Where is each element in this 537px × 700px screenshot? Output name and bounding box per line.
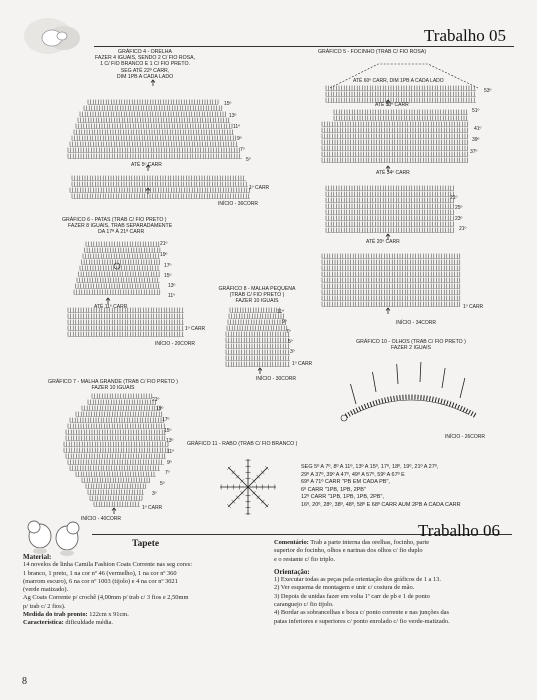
g7-start-label: INÍCIO - 40CORR [81,516,122,522]
g7-row-15: 15º [164,428,172,434]
g4-row-1: 1º CARR [249,185,270,191]
g11-instructions: SEG 5º A 7º, 8º A 11º, 13º A 15º, 17º, 18º, 19º, 21º A 27º, 29º A 37º, 39º A 47º, 49º A 57º, 59º A 67º E 69º A 71º CARR "PB EM CADA PB", 6º CARR "1PB, 1PB, 2PB" 12º CARR "1PB, 1PB, 1PB, 2PB", 16º, 20º, 28º, 38º, 48º, 58º E 68º CARR AUM 2PB A CADA CARR [301,464,461,508]
tail-spoke [248,467,268,487]
lash-stitch [373,372,377,392]
g7-row-5: 5º [160,481,165,487]
g6-row-21: 21º [160,241,168,247]
g5-label-20: ATÉ 20º CARR [366,239,400,245]
g5-row-39: 39º [472,137,480,143]
g8-caption: GRÁFICO 8 - MALHA PEQUENA (TRAB C/ FIO PRETO ) FAZER 10 IGUAIS [218,286,296,305]
g7-row-21: 21º [152,397,160,403]
g6-chart [60,238,200,338]
g7-row-1: 1º CARR [142,505,163,511]
stitch-grid [226,308,290,367]
g7-row-3: 3º [152,491,157,497]
g4-row-9: 9º [237,136,242,142]
g5-row-21a: 21º [450,195,458,201]
g6-caption: GRÁFICO 6 - PATAS (TRAB C/ FIO PRETO ) FAZER 8 IGUAIS, TRAB SEPARADAMENTE DA 17ª À 21ª CARR [62,217,173,236]
g4-row-11: 11º [233,124,241,130]
g7-row-11: 11º [167,449,175,455]
g8-start-label: INÍCIO - 30CORR [256,376,297,382]
orientacao-heading: Orientação: [274,567,310,576]
caracteristica-label: Característica: [23,619,64,627]
g8-row-9: 9º [282,319,287,325]
lash-stitch [420,362,421,382]
direction-arrow [386,308,390,314]
g6-start-label: INÍCIO - 20CORR [155,341,196,347]
g7-chart [56,392,186,522]
g4-chart [60,80,260,200]
lamb-logo-icon [18,14,92,56]
lash-stitch [351,384,357,404]
g8-row-1: 1º CARR [292,361,313,367]
g8-row-11: 11º [277,309,285,315]
lash-stitch [442,368,445,388]
lamb-pair-icon [18,516,90,558]
g10-chart [336,352,486,432]
g7-row-7: 7º [165,470,170,476]
g6-row-11: 11º [168,293,176,299]
g5-row-1: 1º CARR [463,304,484,310]
tapete-right-column: Comentário: Trab a parte interna das orelhas, focinho, parte superior do focinho, olhos e narinas dos olhos c/ fio duplo e o restante c/ fio triplo. Orientação: 1) Executar todas as peças pela orientação dos gráficos de 1 a 13. 2) Ver esquema de montagem e unir c/ costura de mão. 3) Depois de unidas fazer em volta 1ª carr de pb e 1 de ponto caranguejo c/ fio tijolo. 4) Bordar as sobrancelhas e boca c/ ponto corrente e nas junções das patas inferiores e superiores c/ ponto enrolado c/ fio verde-matizado. [274,539,519,626]
g4-start-label: INÍCIO - 36CORR [218,201,259,207]
lash-stitch [397,364,398,384]
g6-mid-label: ATÉ 11º CARR [94,304,128,310]
g4-row-13: 13º [229,113,237,119]
stitch-grid [68,100,250,199]
page-number: 8 [22,676,27,687]
g5-caption: GRÁFICO 5 - FOCINHO (TRAB C/ FIO ROSA) [318,49,427,55]
direction-arrow [151,80,155,86]
g6-row-17: 17º [164,263,172,269]
page-title-top: Trabalho 05 [424,26,507,45]
medida-label: Medida do trab pronto: [23,611,88,619]
lash-stitch [460,378,465,398]
g7-row-19: 19º [156,406,164,412]
g6-row-13: 13º [168,283,176,289]
tapete-left-column: Material: 14 novelos de linha Camila Fashion Coats Corrente nas seg cores: 1 branco, 1 preto, 1 na cor nº 46 (vermelho), 1 na cor nº 360 (marrom escuro), 6 na cor nº 1003 (tijolo) e 4 na cor nº 3021 (verde matizado). Ag Coats Corrente p/ crochê (4,00mm p/ trab c/ 3 fios e 2,50mm p/ trab c/ 2 fios). Medida do trab pronto: 122cm x 91cm. Característica: dificuldade média. [23,553,271,628]
g8-row-7: 7º [286,329,291,335]
g5-chart [300,58,480,328]
g5-label-34: ATÉ 34º CARR [376,170,410,176]
g5-row-23: 23º [455,216,463,222]
g5-row-51: 51º [472,108,480,114]
outline-dash [330,64,478,88]
g7-row-9: 9º [167,460,172,466]
g8-row-3: 3º [290,349,295,355]
top-divider [94,46,514,47]
comentario-label: Comentário: [274,539,309,546]
direction-arrow [112,508,116,514]
g5-row-41: 41º [474,126,482,132]
g4-row-7: 7º [240,147,245,153]
g7-caption: GRÁFICO 7 - MALHA GRANDE (TRAB C/ FIO PRETO ) FAZER 10 IGUAIS [48,379,178,392]
tail-spoke [228,467,248,487]
g5-row-25: 25º [455,205,463,211]
g5-row-37: 37º [470,149,478,155]
g4-caption: GRÁFICO 4 - ORELHA FAZER 4 IGUAIS, SENDO 2 C/ FIO ROSA, 1 C/ FIO BRANCO E 1 C/ FIO PRETO. SEG ATÉ 22º CARR, DIM 1PB A CADA LADO [94,49,196,80]
g4-row-15: 15º [224,101,232,107]
g11-chart [210,452,300,522]
g7-row-13: 13º [166,438,174,444]
top-logo [18,14,92,56]
g6-row-19: 19º [160,252,168,258]
g6-row-1: 1º CARR [185,326,206,332]
g5-row-21b: 21º [459,226,467,232]
page-title-mid: Trabalho 06 [418,521,501,540]
g10-caption: GRÁFICO 10 - OLHOS (TRAB C/ FIO PRETO ) FAZER 2 IGUAIS [356,339,466,352]
direction-arrow [258,368,262,374]
tail-spoke [228,487,248,507]
g4-row-5: 5º [246,157,251,163]
g7-row-17: 17º [162,417,170,423]
g5-row-53: 53º [484,88,492,94]
g6-row-15: 15º [164,273,172,279]
mid-logo [18,516,90,558]
g11-caption: GRÁFICO 11 - RABO (TRAB C/ FIO BRANCO ) [187,441,298,447]
material-heading: Material: [23,553,52,561]
tapete-title: Tapete [132,539,160,549]
g8-row-5: 5º [288,339,293,345]
g5-start-label: INÍCIO - 34CORR [396,320,437,326]
tail-spoke [248,487,268,507]
g5-top-note: ATÉ 60º CARR, DIM 1PB A CADA LADO [353,78,444,84]
stitch-grid [64,394,168,507]
g4-mid-label: ATÉ 5º CARR [131,162,162,168]
g10-start-label: INÍCIO - 26CORR [445,434,486,440]
direction-arrow [146,188,150,194]
g5-label-53: ATÉ 53º CARR [375,102,409,108]
